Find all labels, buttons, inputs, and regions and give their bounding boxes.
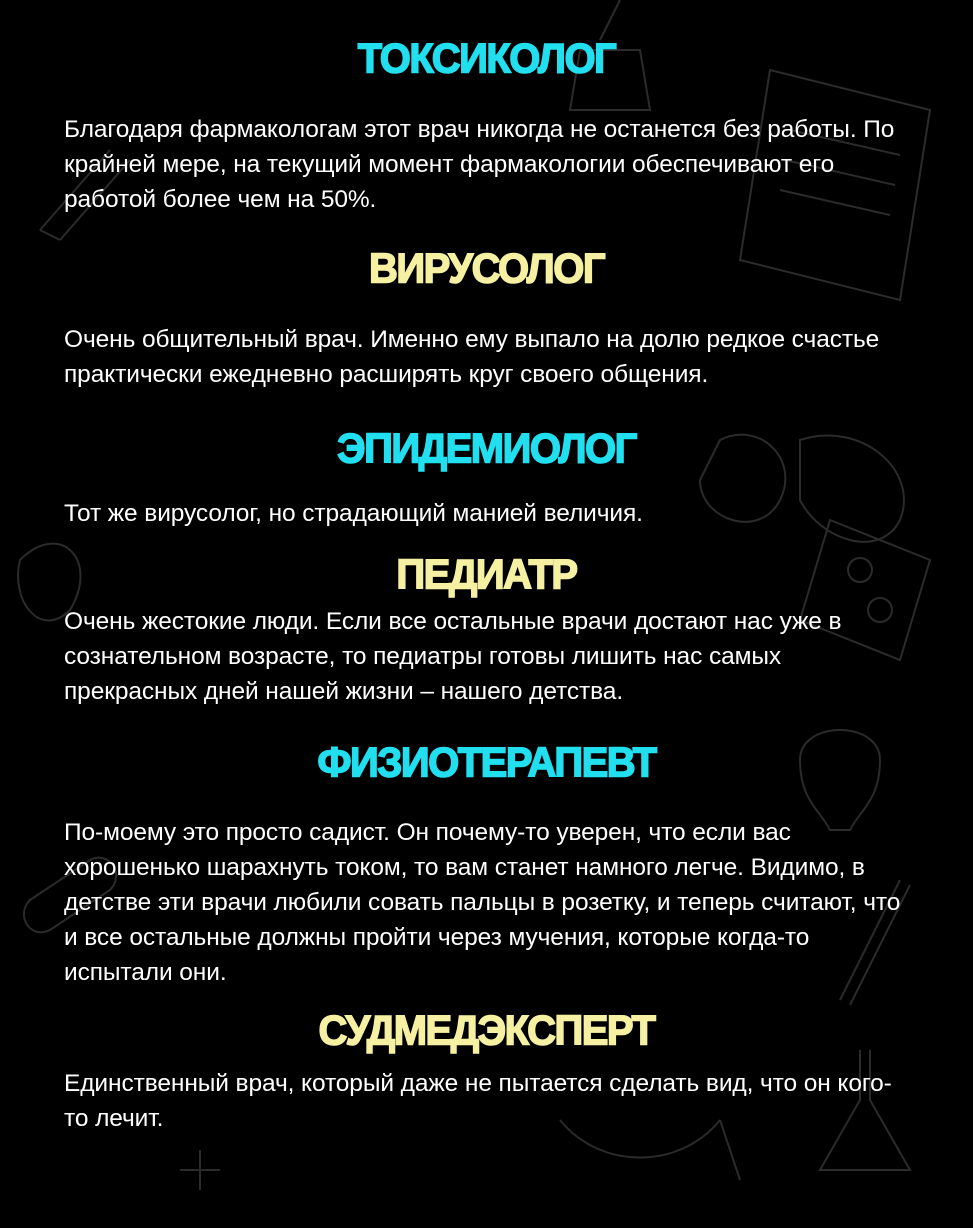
section-title-physiotherapist: ФИЗИОТЕРАПЕВТ [317, 739, 656, 787]
section-text-forensic-expert: Единственный врач, который даже не пытается сделать вид, что он кого-то лечит. [64, 1070, 892, 1132]
section-title-toxicologist: ТОКСИКОЛОГ [357, 35, 616, 83]
cross-doodle [180, 1150, 220, 1190]
section-title-virologist: ВИРУСОЛОГ [368, 245, 605, 293]
section-text-toxicologist: Благодаря фармакологам этот врач никогда не останется без работы. По крайней мере, на текущий момент фармакологии обеспечивают его работой более чем на 50%. [64, 116, 895, 213]
section-text-physiotherapist: По-моему это просто садист. Он почему-то уверен, что если вас хорошенько шарахнуть током, то вам станет намного легче. Видимо, в детстве эти врачи любили совать пальцы в розетку, и теперь считают, что и все остальные должны пройти через мучения, которые когда-то испытали они. [64, 819, 901, 986]
section-text-epidemiologist: Тот же вирусолог, но страдающий манией величия. [64, 500, 643, 527]
section-text-pediatrician: Очень жестокие люди. Если все остальные врачи достают нас уже в сознательном возрасте, то педиатры готовы лишить нас самых прекрасных дней нашей жизни – нашего детства. [64, 608, 842, 705]
section-title-forensic-expert: СУДМЕДЭКСПЕРТ [318, 1007, 655, 1055]
section-text-virologist: Очень общительный врач. Именно ему выпало на долю редкое счастье практически ежедневно расширять круг своего общения. [64, 326, 880, 388]
section-title-epidemiologist: ЭПИДЕМИОЛОГ [337, 425, 636, 473]
section-title-pediatrician: ПЕДИАТР [396, 551, 577, 599]
